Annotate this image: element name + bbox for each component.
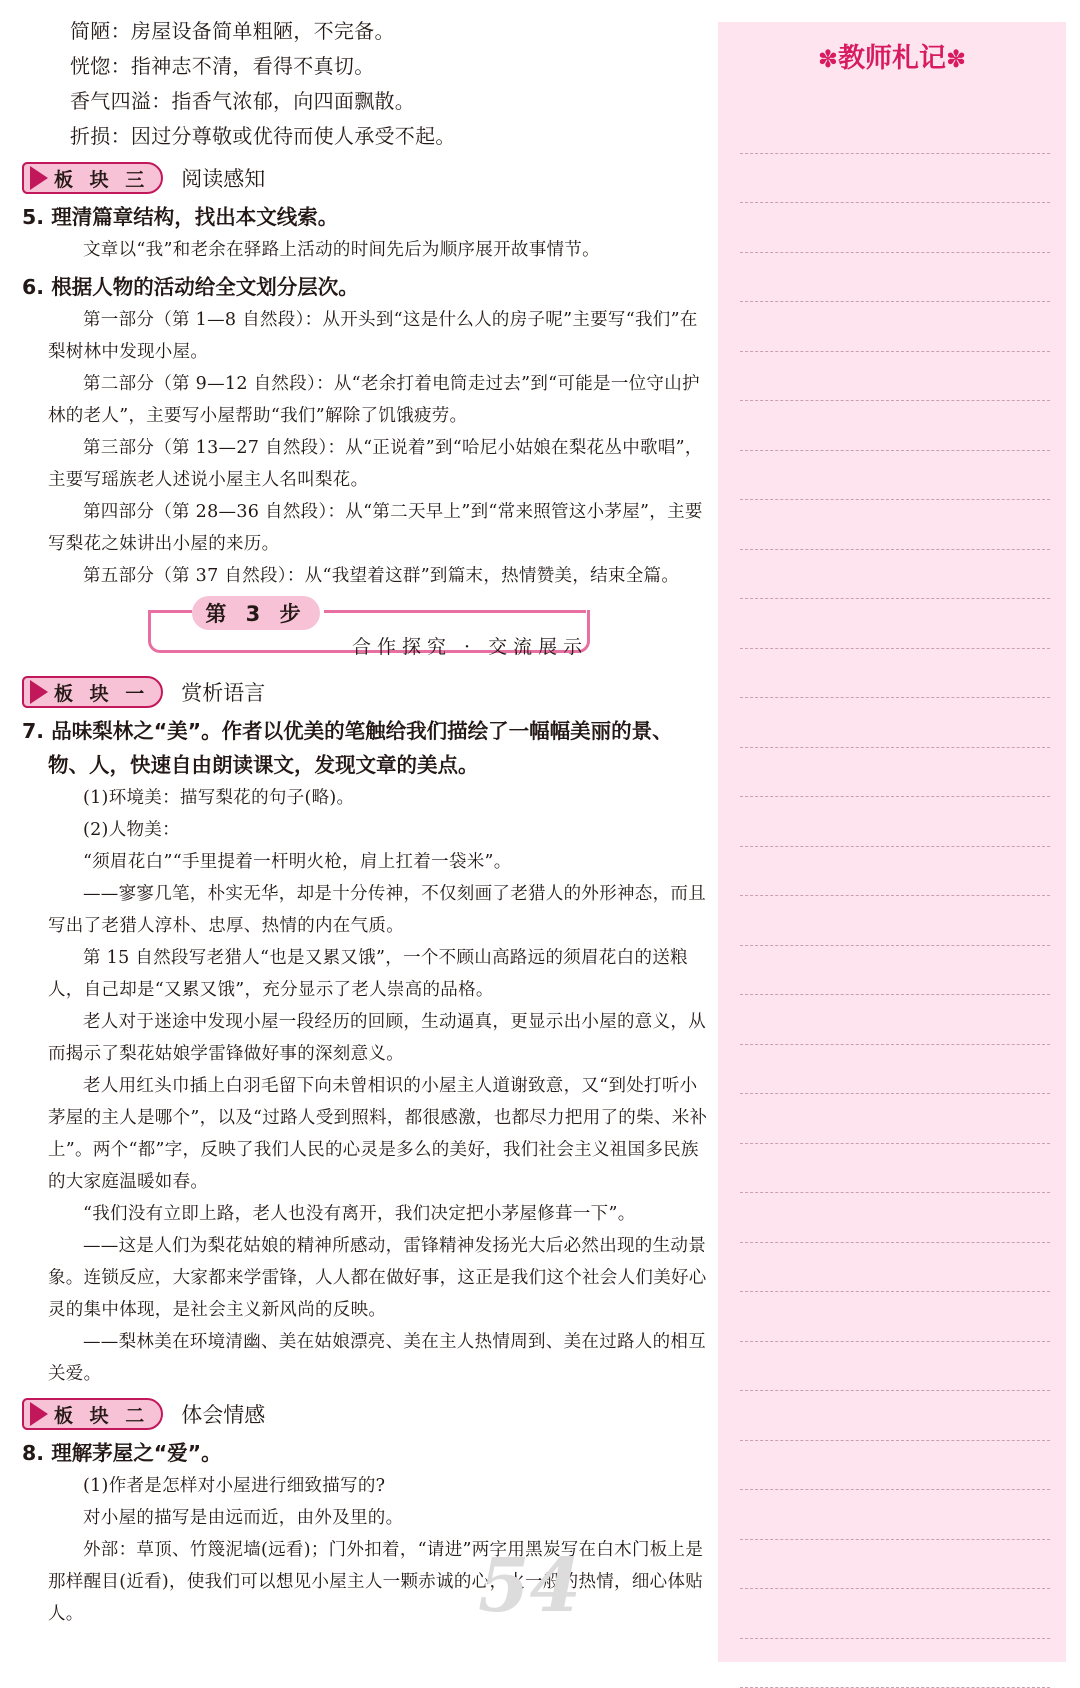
note-line[interactable] [740, 748, 1050, 798]
play-triangle-icon [30, 1402, 48, 1426]
question-6: 6. 根据人物的活动给全文划分层次。 [22, 270, 710, 304]
answer-6 [22, 304, 710, 592]
answer-paragraph: 第 15 自然段写老猎人“也是又累又饿”，一个不顾山高路远的须眉花白的送粮人，自己却是“又累又饿”，充分显示了老人崇高的品格。 [48, 942, 710, 1006]
answer-5: 文章以“我”和老余在驿路上活动的时间先后为顺序展开故事情节。 [22, 234, 710, 266]
note-line[interactable] [740, 1441, 1050, 1491]
note-line[interactable] [740, 401, 1050, 451]
gloss-item: 香气四溢：指香气浓郁，向四面飘散。 [22, 84, 710, 119]
note-line[interactable] [740, 896, 1050, 946]
play-triangle-icon [30, 166, 48, 190]
note-line[interactable] [740, 599, 1050, 649]
question-5: 5. 理清篇章结构，找出本文线索。 [22, 200, 710, 234]
note-line[interactable] [740, 1342, 1050, 1392]
structure-part: 第一部分（第 1—8 自然段）：从开头到“这是什么人的房子呢”主要写“我们”在梨树林中发现小屋。 [48, 304, 710, 368]
answer-paragraph: 老人对于迷途中发现小屋一段经历的回顾，生动逼真，更显示出小屋的意义，从而揭示了梨花姑娘学雷锋做好事的深刻意义。 [48, 1006, 710, 1070]
answer-7 [22, 782, 710, 1390]
answer-paragraph: ——寥寥几笔，朴实无华，却是十分传神，不仅刻画了老猎人的外形神态，而且写出了老猎人淳朴、忠厚、热情的内在气质。 [48, 878, 710, 942]
note-line[interactable] [740, 1540, 1050, 1590]
section-tag-label: 板 块 三 [54, 165, 149, 192]
note-line[interactable] [740, 352, 1050, 402]
note-line[interactable] [740, 649, 1050, 699]
note-line[interactable] [740, 1243, 1050, 1293]
gloss-item: 恍惚：指神志不清，看得不真切。 [22, 49, 710, 84]
note-line[interactable] [740, 1193, 1050, 1243]
gloss-item: 简陋：房屋设备简单粗陋，不完备。 [22, 14, 710, 49]
note-lines [740, 104, 1050, 1688]
note-line[interactable] [740, 1639, 1050, 1688]
gloss-list [22, 14, 710, 154]
answer-paragraph: “我们没有立即上路，老人也没有离开，我们决定把小茅屋修葺一下”。 [48, 1198, 710, 1230]
answer-paragraph: 外部：草顶、竹篾泥墙(远看)；门外扣着，“请进”两字用黑炭写在白木门板上是那样醒目(近看)，使我们可以想见小屋主人一颗赤诚的心，火一般的热情，细心体贴人。 [48, 1534, 710, 1630]
section-title: 体会情感 [181, 1399, 265, 1429]
note-line[interactable] [740, 847, 1050, 897]
answer-paragraph: (1)环境美：描写梨花的句子(略)。 [48, 782, 710, 814]
note-line[interactable] [740, 104, 1050, 154]
note-line[interactable] [740, 203, 1050, 253]
answer-8 [22, 1470, 710, 1630]
answer-paragraph: 对小屋的描写是由远而近，由外及里的。 [48, 1502, 710, 1534]
answer-paragraph: 老人用红头巾插上白羽毛留下向未曾相识的小屋主人道谢致意，又“到处打听小茅屋的主人是哪个”，以及“过路人受到照料，都很感激，也都尽力把用了的柴、米补上”。两个“都”字，反映了我们人民的心灵是多么的美好，我们社会主义祖国多民族的大家庭温暖如春。 [48, 1070, 710, 1198]
play-triangle-icon [30, 680, 48, 704]
step-frame-top-left [148, 610, 192, 613]
structure-part: 第三部分（第 13—27 自然段）：从“正说着”到“哈尼小姑娘在梨花丛中歌唱”，主要写瑶族老人述说小屋主人名叫梨花。 [48, 432, 710, 496]
note-line[interactable] [740, 500, 1050, 550]
note-line[interactable] [740, 550, 1050, 600]
question-7: 7. 品味梨林之“美”。作者以优美的笔触给我们描绘了一幅幅美丽的景、物、人，快速自由朗读课文，发现文章的美点。 [22, 714, 710, 782]
question-8: 8. 理解茅屋之“爱”。 [22, 1436, 710, 1470]
note-line[interactable] [740, 451, 1050, 501]
flower-icon: ✽ [946, 45, 966, 73]
note-line[interactable] [740, 1045, 1050, 1095]
note-line[interactable] [740, 797, 1050, 847]
section-tag [22, 1398, 163, 1430]
section-header-language [22, 674, 710, 710]
page-number: 54 [478, 1543, 581, 1629]
teacher-notes-title [718, 36, 1066, 75]
gloss-item: 折损：因过分尊敬或优待而使人承受不起。 [22, 119, 710, 154]
answer-paragraph: ——这是人们为梨花姑娘的精神所感动，雷锋精神发扬光大后必然出现的生动景象。连锁反应，大家都来学雷锋，人人都在做好事，这正是我们这个社会人们美好心灵的集中体现，是社会主义新风尚的反映。 [48, 1230, 710, 1326]
section-tag [22, 162, 163, 194]
note-line[interactable] [740, 1094, 1050, 1144]
note-line[interactable] [740, 1292, 1050, 1342]
note-line[interactable] [740, 1589, 1050, 1639]
section-tag-label: 板 块 二 [54, 1401, 149, 1428]
section-title: 赏析语言 [181, 677, 265, 707]
answer-paragraph: (1)作者是怎样对小屋进行细致描写的? [48, 1470, 710, 1502]
main-column [22, 14, 710, 1630]
note-line[interactable] [740, 1490, 1050, 1540]
note-line[interactable] [740, 946, 1050, 996]
note-line[interactable] [740, 253, 1050, 303]
step-frame-top-right [324, 610, 586, 613]
structure-part: 第五部分（第 37 自然段）：从“我望着这群”到篇末，热情赞美，结束全篇。 [48, 560, 710, 592]
note-line[interactable] [740, 1391, 1050, 1441]
teacher-notes-panel [718, 22, 1066, 1662]
step-badge: 第 3 步 [192, 596, 320, 630]
step-banner [22, 598, 710, 668]
answer-paragraph: (2)人物美： [48, 814, 710, 846]
section-tag-label: 板 块 一 [54, 679, 149, 706]
answer-paragraph: ——梨林美在环境清幽、美在姑娘漂亮、美在主人热情周到、美在过路人的相互关爱。 [48, 1326, 710, 1390]
structure-part: 第四部分（第 28—36 自然段）：从“第二天早上”到“常来照管这小茅屋”，主要写梨花之妹讲出小屋的来历。 [48, 496, 710, 560]
section-title: 阅读感知 [181, 163, 265, 193]
structure-part: 第二部分（第 9—12 自然段）：从“老余打着电筒走过去”到“可能是一位守山护林的老人”，主要写小屋帮助“我们”解除了饥饿疲劳。 [48, 368, 710, 432]
answer-paragraph: “须眉花白”“手里提着一杆明火枪，肩上扛着一袋米”。 [48, 846, 710, 878]
note-line[interactable] [740, 995, 1050, 1045]
section-tag [22, 676, 163, 708]
note-line[interactable] [740, 1144, 1050, 1194]
section-header-emotion [22, 1396, 710, 1432]
teacher-notes-label: 教师札记 [838, 43, 946, 74]
step-subtitle: 合作探究 · 交流展示 [352, 632, 588, 659]
flower-icon: ✽ [818, 45, 838, 73]
note-line[interactable] [740, 154, 1050, 204]
note-line[interactable] [740, 302, 1050, 352]
section-header-reading [22, 160, 710, 196]
note-line[interactable] [740, 698, 1050, 748]
